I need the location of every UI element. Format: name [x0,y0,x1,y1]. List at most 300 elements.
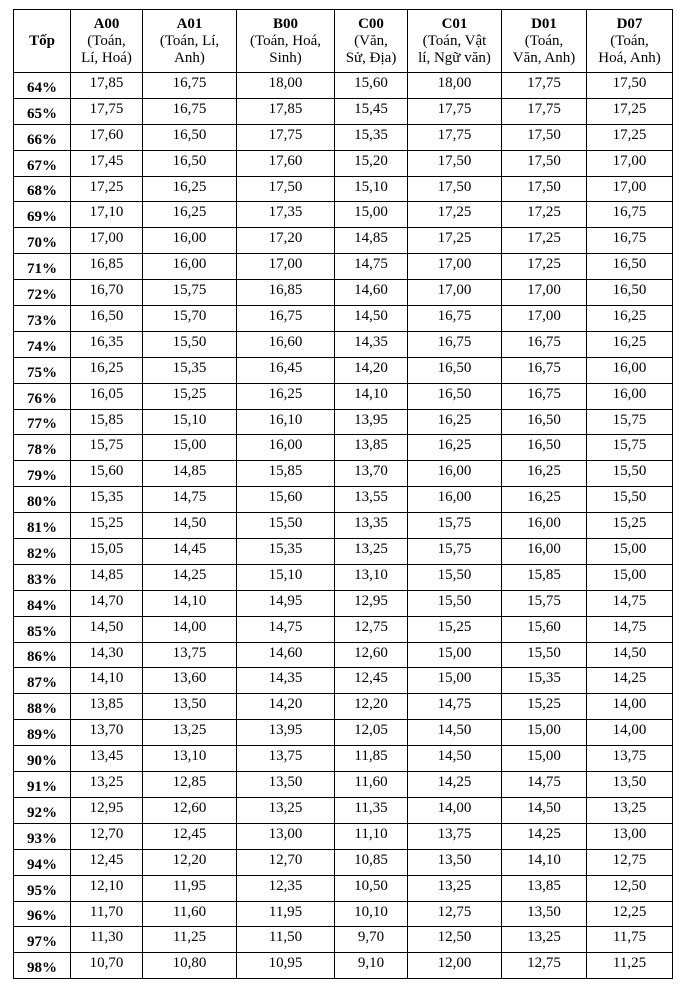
rank-cell: 65% [14,98,71,124]
score-cell: 16,75 [408,331,502,357]
score-cell: 9,70 [335,927,408,953]
score-cell: 14,25 [502,823,587,849]
score-cell: 16,60 [237,331,335,357]
score-cell: 15,60 [335,73,408,99]
score-cell: 13,75 [143,642,237,668]
column-header-c00 [335,10,408,73]
score-cell: 14,20 [237,694,335,720]
score-cell: 14,35 [335,331,408,357]
score-cell: 12,75 [502,953,587,979]
score-cell: 12,70 [71,823,143,849]
score-cell: 15,60 [502,616,587,642]
column-subjects: (Toán, [524,32,564,49]
score-cell: 16,75 [587,202,673,228]
score-cell: 12,75 [408,901,502,927]
score-cell: 16,00 [502,513,587,539]
score-cell: 15,75 [408,513,502,539]
table-row [14,98,673,124]
score-cell: 17,50 [587,73,673,99]
score-cell: 15,00 [502,720,587,746]
table-row [14,590,673,616]
table-row [14,357,673,383]
table-row [14,331,673,357]
score-cell: 16,10 [237,409,335,435]
rank-cell: 81% [14,513,71,539]
score-cell: 16,45 [237,357,335,383]
score-cell: 16,25 [408,409,502,435]
score-cell: 14,00 [587,720,673,746]
score-cell: 14,70 [71,590,143,616]
score-cell: 14,75 [237,616,335,642]
score-cell: 16,70 [71,280,143,306]
score-cell: 17,00 [502,280,587,306]
score-cell: 14,50 [587,642,673,668]
score-cell: 15,25 [71,513,143,539]
score-cell: 17,00 [71,228,143,254]
score-cell: 12,35 [237,875,335,901]
score-cell: 16,00 [237,435,335,461]
score-cell: 17,50 [408,176,502,202]
score-cell: 17,75 [502,73,587,99]
score-cell: 17,50 [502,150,587,176]
column-subjects: (Toán, [87,32,126,49]
score-cell: 14,75 [587,590,673,616]
score-cell: 15,50 [408,564,502,590]
table-row [14,746,673,772]
score-cell: 17,25 [502,202,587,228]
score-cell: 14,00 [408,797,502,823]
score-cell: 11,95 [143,875,237,901]
table-row [14,513,673,539]
score-cell: 15,10 [143,409,237,435]
score-cell: 10,10 [335,901,408,927]
score-cell: 17,50 [237,176,335,202]
rank-cell: 86% [14,642,71,668]
rank-cell: 84% [14,590,71,616]
score-cell: 11,95 [237,901,335,927]
score-cell: 15,75 [502,590,587,616]
table-row [14,435,673,461]
column-header-b00 [237,10,335,73]
table-body [14,73,673,979]
table-row [14,409,673,435]
column-code: B00 [272,15,298,32]
score-cell: 14,20 [335,357,408,383]
column-code: C01 [441,15,468,32]
score-cell: 14,75 [502,772,587,798]
table-row [14,254,673,280]
score-cell: 17,60 [237,150,335,176]
score-cell: 14,35 [237,668,335,694]
score-cell: 14,95 [237,590,335,616]
score-cell: 13,00 [237,823,335,849]
score-cell: 16,75 [408,306,502,332]
score-cell: 15,60 [71,461,143,487]
rank-cell: 68% [14,176,71,202]
score-cell: 17,25 [587,98,673,124]
score-cell: 16,75 [502,383,587,409]
score-cell: 17,00 [502,306,587,332]
score-cell: 17,50 [502,124,587,150]
table-row [14,202,673,228]
score-cell: 16,75 [587,228,673,254]
column-code: A01 [176,15,203,32]
score-cell: 14,50 [143,513,237,539]
table-row [14,539,673,565]
score-cell: 16,00 [502,539,587,565]
rank-cell: 79% [14,461,71,487]
score-cell: 16,85 [237,280,335,306]
score-cell: 16,00 [587,383,673,409]
rank-cell: 66% [14,124,71,150]
score-cell: 17,25 [502,228,587,254]
rank-cell: 70% [14,228,71,254]
score-cell: 14,25 [408,772,502,798]
score-cell: 16,50 [408,383,502,409]
score-cell: 16,05 [71,383,143,409]
score-cell: 14,85 [335,228,408,254]
score-cell: 10,70 [71,953,143,979]
score-cell: 16,50 [502,435,587,461]
score-cell: 13,00 [587,823,673,849]
column-subjects: (Toán, Lí, [159,32,220,49]
score-cell: 16,35 [71,331,143,357]
score-cell: 17,50 [408,150,502,176]
score-cell: 12,10 [71,875,143,901]
score-cell: 13,25 [237,797,335,823]
score-cell: 12,45 [71,849,143,875]
score-cell: 16,00 [408,487,502,513]
column-subjects: (Toán, Vật [422,32,487,49]
score-cell: 16,25 [143,202,237,228]
table-row [14,73,673,99]
score-cell: 14,10 [143,590,237,616]
score-cell: 10,80 [143,953,237,979]
score-cell: 16,00 [143,228,237,254]
rank-cell: 95% [14,875,71,901]
score-cell: 15,75 [143,280,237,306]
column-header-a01 [143,10,237,73]
score-cell: 15,50 [587,461,673,487]
score-cell: 16,50 [143,124,237,150]
score-cell: 13,70 [71,720,143,746]
table-row [14,150,673,176]
rank-cell: 89% [14,720,71,746]
score-cell: 17,35 [237,202,335,228]
score-cell: 14,60 [335,280,408,306]
score-cell: 15,05 [71,539,143,565]
score-cell: 17,75 [237,124,335,150]
table-row [14,642,673,668]
score-cell: 11,60 [335,772,408,798]
score-cell: 14,30 [71,642,143,668]
column-code: C00 [358,15,384,32]
score-cell: 15,25 [408,616,502,642]
table-row [14,564,673,590]
table-row [14,901,673,927]
score-cell: 17,60 [71,124,143,150]
rank-cell: 92% [14,797,71,823]
score-cell: 16,50 [71,306,143,332]
score-cell: 15,00 [587,539,673,565]
table-row [14,694,673,720]
score-cell: 14,75 [587,616,673,642]
header-row [14,10,673,73]
score-cell: 15,00 [143,435,237,461]
score-cell: 15,00 [408,642,502,668]
rank-cell: 87% [14,668,71,694]
rank-cell: 88% [14,694,71,720]
score-cell: 15,35 [502,668,587,694]
table-row [14,487,673,513]
rank-cell: 82% [14,539,71,565]
score-cell: 13,75 [587,746,673,772]
score-cell: 15,25 [143,383,237,409]
score-cell: 17,75 [71,98,143,124]
rank-cell: 64% [14,73,71,99]
score-cell: 11,85 [335,746,408,772]
rank-cell: 73% [14,306,71,332]
rank-cell: 74% [14,331,71,357]
table-row [14,280,673,306]
column-code: D07 [616,15,643,32]
column-subjects: Sinh) [269,49,302,66]
column-subjects: Hoá, Anh) [598,49,661,66]
score-cell: 17,45 [71,150,143,176]
score-cell: 15,25 [502,694,587,720]
score-cell: 15,50 [587,487,673,513]
column-header-c01 [408,10,502,73]
score-cell: 12,20 [143,849,237,875]
rank-cell: 85% [14,616,71,642]
score-cell: 17,00 [237,254,335,280]
score-cell: 17,75 [502,98,587,124]
score-cell: 16,00 [143,254,237,280]
rank-cell: 90% [14,746,71,772]
score-cell: 14,50 [408,720,502,746]
table-row [14,927,673,953]
score-cell: 13,45 [71,746,143,772]
rank-cell: 93% [14,823,71,849]
score-cell: 16,75 [143,73,237,99]
score-cell: 14,75 [408,694,502,720]
score-cell: 15,50 [143,331,237,357]
score-table [13,9,673,979]
score-cell: 16,00 [587,357,673,383]
rank-cell: 71% [14,254,71,280]
score-table-container [13,9,673,979]
score-cell: 13,95 [335,409,408,435]
table-row [14,306,673,332]
rank-cell: 69% [14,202,71,228]
score-cell: 11,25 [143,927,237,953]
score-cell: 12,75 [587,849,673,875]
score-cell: 13,95 [237,720,335,746]
score-cell: 16,00 [408,461,502,487]
score-cell: 17,25 [71,176,143,202]
score-cell: 15,35 [335,124,408,150]
score-cell: 16,25 [587,306,673,332]
score-cell: 15,10 [237,564,335,590]
score-cell: 13,35 [335,513,408,539]
score-cell: 15,00 [502,746,587,772]
score-cell: 12,50 [587,875,673,901]
column-subjects: (Văn, [354,32,388,49]
score-cell: 16,75 [237,306,335,332]
score-cell: 15,35 [237,539,335,565]
score-cell: 14,75 [335,254,408,280]
table-row [14,772,673,798]
score-cell: 14,85 [71,564,143,590]
score-cell: 13,25 [335,539,408,565]
table-row [14,797,673,823]
column-subjects: lí, Ngữ văn) [418,49,491,66]
score-cell: 13,25 [143,720,237,746]
column-subjects: Lí, Hoá) [81,49,132,66]
rank-cell: 75% [14,357,71,383]
table-row [14,875,673,901]
score-cell: 13,85 [335,435,408,461]
score-cell: 12,95 [335,590,408,616]
table-row [14,823,673,849]
score-cell: 13,50 [237,772,335,798]
column-header-a00 [71,10,143,73]
score-cell: 15,50 [237,513,335,539]
score-cell: 17,20 [237,228,335,254]
score-cell: 14,00 [143,616,237,642]
score-cell: 17,85 [237,98,335,124]
score-cell: 16,75 [143,98,237,124]
score-cell: 14,60 [237,642,335,668]
score-cell: 12,25 [587,901,673,927]
rank-cell: 83% [14,564,71,590]
score-cell: 16,50 [502,409,587,435]
score-cell: 16,25 [71,357,143,383]
score-cell: 11,25 [587,953,673,979]
score-cell: 14,10 [502,849,587,875]
score-cell: 17,85 [71,73,143,99]
score-cell: 15,10 [335,176,408,202]
score-cell: 17,00 [587,176,673,202]
score-cell: 13,55 [335,487,408,513]
score-cell: 13,10 [335,564,408,590]
score-cell: 13,60 [143,668,237,694]
score-cell: 14,50 [71,616,143,642]
score-cell: 11,60 [143,901,237,927]
rank-header: Tốp [14,10,71,73]
column-subjects: Văn, Anh) [512,49,576,66]
rank-cell: 98% [14,953,71,979]
score-cell: 16,25 [408,435,502,461]
score-cell: 12,05 [335,720,408,746]
score-cell: 12,45 [143,823,237,849]
score-cell: 16,75 [502,331,587,357]
score-cell: 16,50 [587,254,673,280]
score-cell: 16,50 [143,150,237,176]
score-cell: 17,25 [502,254,587,280]
score-cell: 14,10 [71,668,143,694]
score-cell: 11,75 [587,927,673,953]
score-cell: 18,00 [237,73,335,99]
score-cell: 15,85 [71,409,143,435]
score-cell: 15,00 [408,668,502,694]
score-cell: 13,10 [143,746,237,772]
score-cell: 13,85 [71,694,143,720]
score-cell: 11,70 [71,901,143,927]
score-cell: 14,45 [143,539,237,565]
table-row [14,124,673,150]
score-cell: 11,30 [71,927,143,953]
score-cell: 17,25 [587,124,673,150]
table-row [14,668,673,694]
column-subjects: Anh) [174,49,205,66]
score-cell: 16,85 [71,254,143,280]
score-cell: 17,75 [408,98,502,124]
score-cell: 13,85 [502,875,587,901]
score-cell: 11,35 [335,797,408,823]
score-cell: 15,35 [71,487,143,513]
score-cell: 12,45 [335,668,408,694]
score-cell: 15,00 [587,564,673,590]
table-row [14,176,673,202]
score-cell: 15,85 [237,461,335,487]
column-code: A00 [93,15,120,32]
score-cell: 14,00 [587,694,673,720]
score-cell: 15,35 [143,357,237,383]
score-cell: 15,50 [408,590,502,616]
score-cell: 15,70 [143,306,237,332]
score-cell: 14,50 [408,746,502,772]
rank-cell: 76% [14,383,71,409]
table-row [14,228,673,254]
rank-cell: 72% [14,280,71,306]
score-cell: 17,00 [408,280,502,306]
score-cell: 15,75 [587,409,673,435]
score-cell: 11,10 [335,823,408,849]
rank-cell: 91% [14,772,71,798]
score-cell: 12,60 [143,797,237,823]
rank-cell: 80% [14,487,71,513]
table-row [14,720,673,746]
table-row [14,616,673,642]
score-cell: 10,95 [237,953,335,979]
score-cell: 14,25 [143,564,237,590]
score-cell: 14,25 [587,668,673,694]
score-cell: 16,50 [587,280,673,306]
score-cell: 13,50 [143,694,237,720]
score-cell: 16,25 [502,487,587,513]
rank-cell: 78% [14,435,71,461]
rank-cell: 97% [14,927,71,953]
score-cell: 12,95 [71,797,143,823]
score-cell: 14,50 [502,797,587,823]
column-code: D01 [531,15,557,32]
score-cell: 13,75 [237,746,335,772]
column-header-d01 [502,10,587,73]
score-cell: 15,00 [335,202,408,228]
score-cell: 16,50 [408,357,502,383]
rank-cell: 94% [14,849,71,875]
score-cell: 12,00 [408,953,502,979]
score-cell: 17,25 [408,228,502,254]
score-cell: 13,50 [408,849,502,875]
score-cell: 17,75 [408,124,502,150]
score-cell: 15,60 [237,487,335,513]
column-header-d07 [587,10,673,73]
score-cell: 16,25 [143,176,237,202]
score-cell: 12,85 [143,772,237,798]
rank-cell: 77% [14,409,71,435]
